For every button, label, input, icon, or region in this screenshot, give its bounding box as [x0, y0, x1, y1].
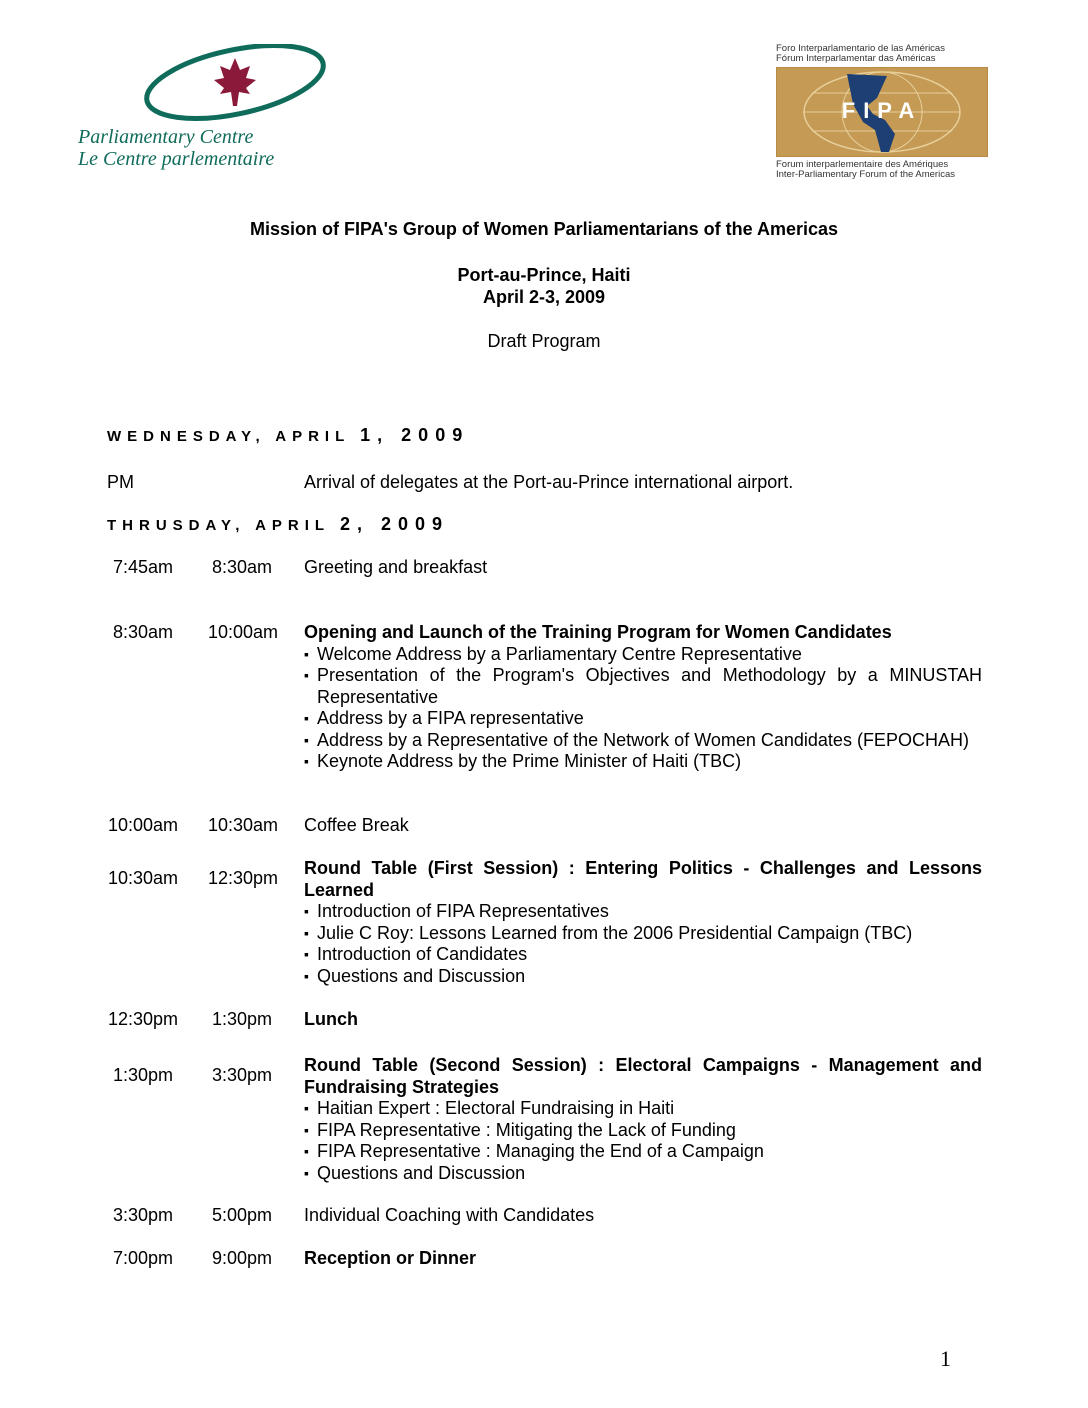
end-time: 5:00pm: [212, 1205, 273, 1225]
parliamentary-centre-logo: [78, 44, 308, 174]
document-location: Port-au-Prince, Haiti: [457, 265, 631, 285]
fipa-wordmark: FIPA: [841, 98, 923, 123]
bullet-item: ▪ Questions and Discussion: [304, 966, 982, 988]
start-time: 3:30pm: [113, 1205, 174, 1225]
bullet-item: ▪ Introduction of Candidates: [304, 944, 982, 966]
bullet-item: ▪ Haitian Expert : Electoral Fundraising in Haiti: [304, 1098, 982, 1120]
fipa-logo: [776, 44, 988, 194]
schedule-item: [304, 557, 982, 579]
bullet-item: ▪ Introduction of FIPA Representatives: [304, 901, 982, 923]
start-time: 1:30pm: [113, 1065, 174, 1085]
item-title: Reception or Dinner: [304, 1248, 477, 1268]
bullet-list: [304, 1098, 982, 1184]
end-time: 10:00am: [208, 622, 279, 642]
fipa-name-pt: Fórum Interparlamentar das Américas: [776, 53, 936, 64]
bullet-item: ▪ FIPA Representative : Managing the End of a Campaign: [304, 1141, 982, 1163]
wednesday-time: PM: [107, 472, 134, 492]
end-time: 12:30pm: [208, 868, 279, 888]
day-heading-thursday-date: 2, 2009: [339, 514, 450, 534]
document-dates: April 2-3, 2009: [482, 287, 606, 307]
end-time: 9:00pm: [212, 1248, 273, 1268]
document-subtitle: Draft Program: [487, 331, 601, 351]
bullet-list: [304, 644, 982, 773]
bullet-list: [304, 901, 982, 987]
end-time: 1:30pm: [212, 1009, 273, 1029]
start-time: 10:00am: [108, 815, 179, 835]
maple-leaf-ring-icon: [140, 44, 330, 124]
bullet-item: ▪ Keynote Address by the Prime Minister of Haiti (TBC): [304, 751, 982, 773]
end-time: 8:30am: [212, 557, 273, 577]
day-heading-wednesday-date: 1, 2009: [360, 425, 470, 445]
start-time: 7:45am: [113, 557, 174, 577]
fipa-name-en: Inter-Parliamentary Forum of the Americas: [776, 169, 955, 180]
bullet-item: ▪ FIPA Representative : Mitigating the Lack of Funding: [304, 1120, 982, 1142]
wednesday-event: Arrival of delegates at the Port-au-Prince international airport.: [304, 472, 794, 492]
pc-name-fr: Le Centre parlementaire: [78, 148, 275, 170]
schedule-item: [304, 1055, 982, 1184]
bullet-item: ▪ Welcome Address by a Parliamentary Centre Representative: [304, 644, 982, 666]
day-heading-wednesday: [107, 425, 469, 446]
schedule-item: [304, 1205, 982, 1227]
schedule-item: [304, 858, 982, 987]
bullet-item: ▪ Questions and Discussion: [304, 1163, 982, 1185]
start-time: 12:30pm: [108, 1009, 179, 1029]
page-number: 1: [940, 1346, 951, 1371]
item-title: Round Table (Second Session) : Electoral Campaigns - Management and Fundraising Strategies: [304, 1055, 982, 1097]
day-heading-thursday-text: THRUSDAY, APRIL: [107, 517, 340, 534]
fipa-globe-image: [776, 67, 988, 157]
end-time: 10:30am: [208, 815, 279, 835]
schedule-item: [304, 1248, 982, 1270]
item-title: Lunch: [304, 1009, 358, 1029]
item-title: Individual Coaching with Candidates: [304, 1205, 595, 1225]
schedule-item: [304, 622, 982, 773]
start-time: 10:30am: [108, 868, 179, 888]
day-heading-thursday: [107, 514, 449, 535]
item-title: Coffee Break: [304, 815, 409, 835]
start-time: 8:30am: [113, 622, 174, 642]
bullet-item: ▪ Presentation of the Program's Objectives and Methodology by a MINUSTAH Representative: [304, 665, 982, 708]
day-heading-wednesday-text: WEDNESDAY, APRIL: [107, 428, 361, 445]
bullet-item: ▪ Julie C Roy: Lessons Learned from the 2006 Presidential Campaign (TBC): [304, 923, 982, 945]
item-title: Opening and Launch of the Training Program for Women Candidates: [304, 622, 892, 642]
schedule-item: [304, 815, 982, 837]
pc-name-en: Parliamentary Centre: [78, 126, 254, 148]
schedule-item: [304, 1009, 982, 1031]
start-time: 7:00pm: [113, 1248, 174, 1268]
fipa-name-es: Foro Interparlamentario de las Américas: [776, 43, 945, 54]
document-title: Mission of FIPA's Group of Women Parliamentarians of the Americas: [249, 219, 839, 239]
fipa-name-fr: Forum interparlementaire des Amériques: [776, 159, 949, 170]
item-title: Greeting and breakfast: [304, 557, 488, 577]
item-title: Round Table (First Session) : Entering Politics - Challenges and Lessons Learned: [304, 858, 982, 900]
end-time: 3:30pm: [212, 1065, 273, 1085]
bullet-item: ▪ Address by a FIPA representative: [304, 708, 982, 730]
bullet-item: ▪ Address by a Representative of the Network of Women Candidates (FEPOCHAH): [304, 730, 982, 752]
